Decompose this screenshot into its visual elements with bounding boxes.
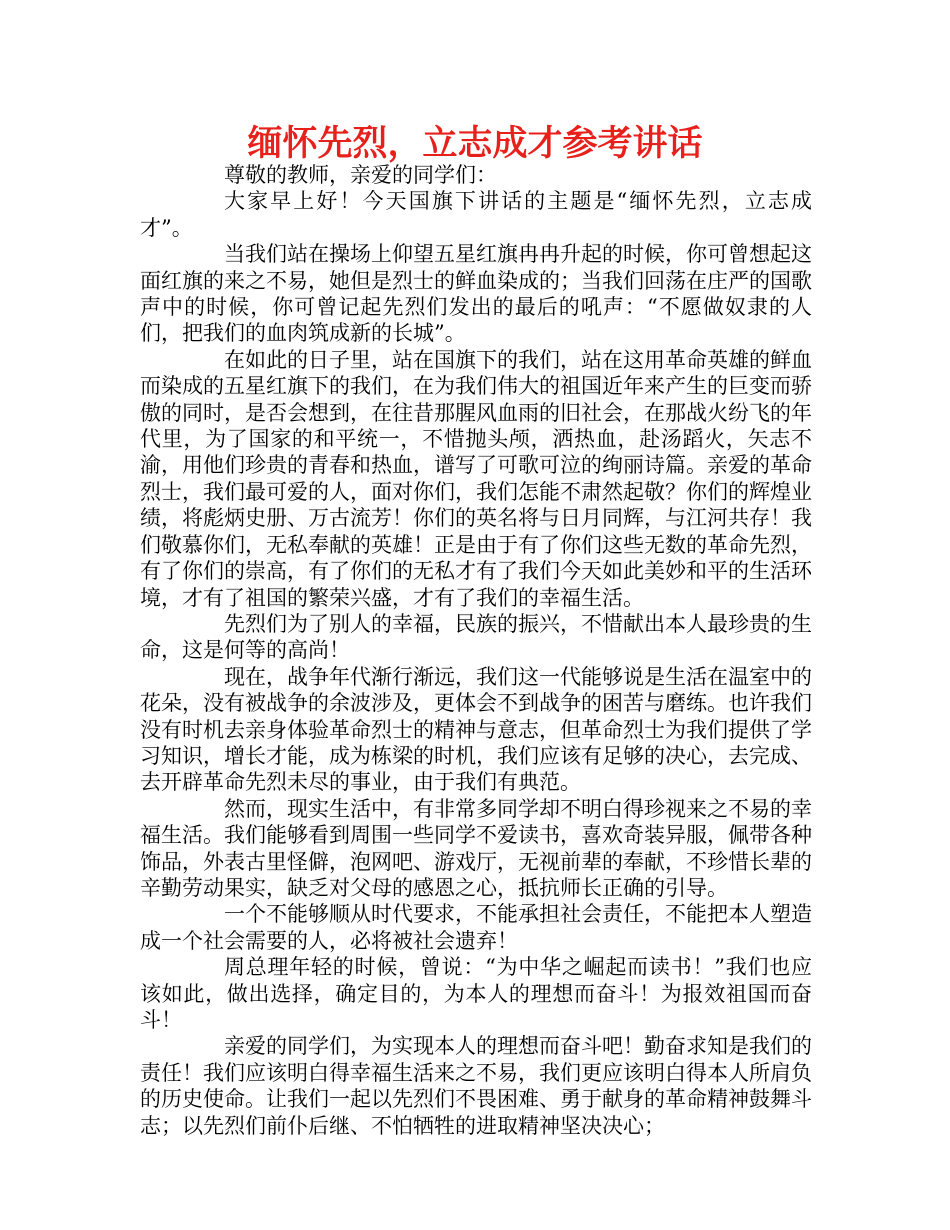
paragraph-zhou-enlai: 周总理年轻的时候，曾说：“为中华之崛起而读书！”我们也应该如此，做出选择，确定目的，为本人的理想而奋斗！为报效祖国而奋斗！ [140,955,812,1032]
paragraph-sacrifice: 先烈们为了别人的幸福，民族的振兴，不惜献出本人最珍贵的生命，这是何等的高尚！ [140,611,812,663]
document-body [140,162,812,1139]
paragraph-reality: 然而，现实生活中，有非常多同学却不明白得珍视来之不易的幸福生活。我们能够看到周围一些同学不爱读书，喜欢奇装异服，佩带各种饰品，外表古里怪僻，泡网吧、游戏厅，无视前辈的奉献，不珍惜长辈的辛勤劳动果实，缺乏对父母的感恩之心，抵抗师长正确的引导。 [140,796,812,900]
paragraph-responsibility: 一个不能够顺从时代要求，不能承担社会责任，不能把本人塑造成一个社会需要的人，必将被社会遗弃！ [140,902,812,953]
paragraph-call-to-action: 亲爱的同学们，为实现本人的理想而奋斗吧！勤奋求知是我们的责任！我们应该明白得幸福生活来之不易，我们更应该明白得本人所肩负的历史使命。让我们一起以先烈们不畏困难、勇于献身的革命精神鼓舞斗志；以先烈们前仆后继、不怕牺牲的进取精神坚决决心； [140,1034,812,1138]
paragraph-flag-raising: 当我们站在操场上仰望五星红旗冉冉升起的时候，你可曾想起这面红旗的来之不易，她但是烈士的鲜血染成的；当我们回荡在庄严的国歌声中的时候，你可曾记起先烈们发出的最后的吼声：“不愿做奴隶的人们，把我们的血肉筑成新的长城”。 [140,242,812,346]
paragraph-greeting: 大家早上好！今天国旗下讲话的主题是“缅怀先烈，立志成才”。 [140,189,812,240]
document-title: 缅怀先烈，立志成才参考讲话 [247,124,703,164]
paragraph-salutation: 尊敬的教师，亲爱的同学们： [224,163,497,187]
paragraph-present-day: 现在，战争年代渐行渐远，我们这一代能够说是生活在温室中的花朵，没有被战争的余波涉及，更体会不到战争的困苦与磨练。也许我们没有时机去亲身体验革命烈士的精神与意志，但革命烈士为我们提供了学习知识，增长才能，成为栋梁的时机，我们应该有足够的决心，去完成、去开辟革命先烈未尽的事业，由于我们有典范。 [140,664,812,795]
paragraph-martyrs-tribute: 在如此的日子里，站在国旗下的我们，站在这用革命英雄的鲜血而染成的五星红旗下的我们，在为我们伟大的祖国近年来产生的巨变而骄傲的同时，是否会想到，在往昔那腥风血雨的旧社会，在那战火纷飞的年代里，为了国家的和平统一，不惜抛头颅，洒热血，赴汤蹈火，矢志不渝，用他们珍贵的青春和热血，谱写了可歌可泣的绚丽诗篇。亲爱的革命烈士，我们最可爱的人，面对你们，我们怎能不肃然起敬？你们的辉煌业绩，将彪炳史册、万古流芳！你们的英名将与日月同辉，与江河共存！我们敬慕你们，无私奉献的英雄！正是由于有了你们这些无数的革命先烈，有了你们的崇高，有了你们的无私才有了我们今天如此美妙和平的生活环境，才有了祖国的繁荣兴盛，才有了我们的幸福生活。 [140,347,812,610]
